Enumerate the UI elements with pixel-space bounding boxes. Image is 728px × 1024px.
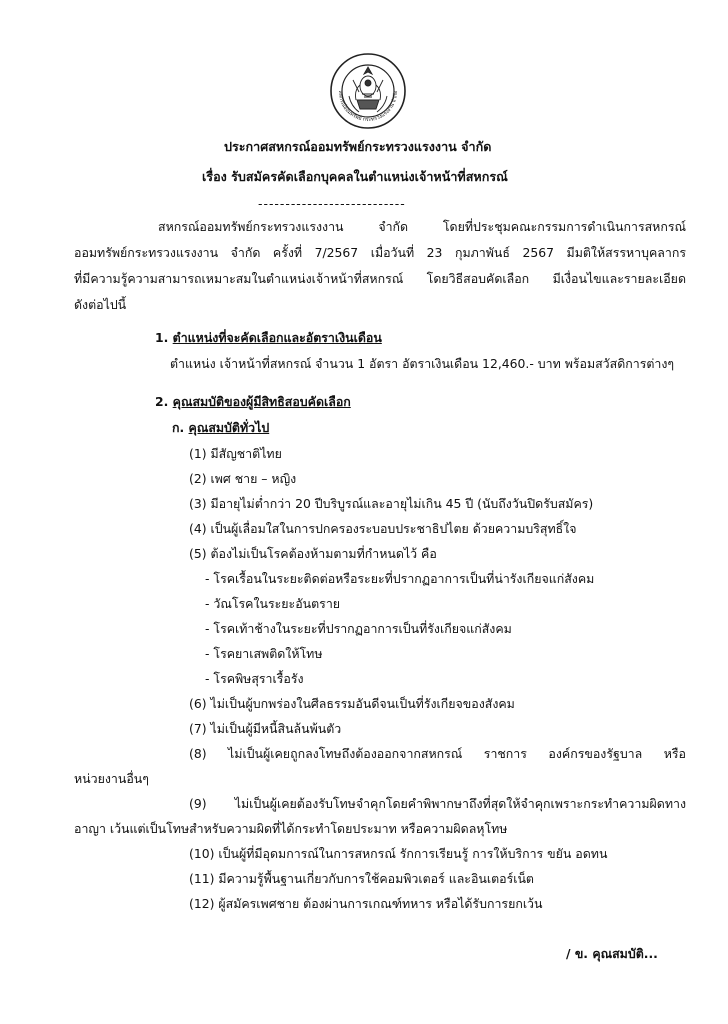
subsection-a-prefix: ก. bbox=[172, 420, 185, 435]
qualification-item-8-line-2: หน่วยงานอื่นๆ bbox=[74, 771, 149, 786]
section-1-body: ตำแหน่ง เจ้าหน้าที่สหกรณ์ จำนวน 1 อัตรา อัตราเงินเดือน 12,460.- บาท พร้อมสวัสดิการต่างๆ bbox=[170, 356, 675, 371]
title-divider: --------------------------- bbox=[258, 196, 406, 211]
prohibited-disease-5: - โรคพิษสุราเรื้อรัง bbox=[205, 671, 304, 686]
subsection-a-heading bbox=[172, 420, 269, 436]
qualification-item-2: (2) เพศ ชาย – หญิง bbox=[189, 471, 297, 486]
qualification-item-6: (6) ไม่เป็นผู้บกพร่องในศีลธรรมอันดีจนเป็นที่รังเกียจของสังคม bbox=[189, 696, 515, 711]
cooperative-seal-logo bbox=[329, 52, 407, 130]
announcement-title: ประกาศสหกรณ์ออมทรัพย์กระทรวงแรงงาน จำกัด bbox=[224, 139, 492, 154]
page-continuation-note: / ข. คุณสมบัติ... bbox=[566, 946, 658, 961]
qualification-item-1: (1) มีสัญชาติไทย bbox=[189, 446, 282, 461]
section-2-number: 2. bbox=[155, 394, 169, 409]
section-2-heading bbox=[155, 394, 351, 410]
intro-line-3: ที่มีความรู้ความสามารถเหมาะสมในตำแหน่งเจ้าหน้าที่สหกรณ์ โดยวิธีสอบคัดเลือก มีเงื่อนไขและรายละเอียด bbox=[74, 271, 686, 286]
section-1-number: 1. bbox=[155, 330, 169, 345]
qualification-item-9-line-1: (9) ไม่เป็นผู้เคยต้องรับโทษจำคุกโดยคำพิพากษาถึงที่สุดให้จำคุกเพราะกระทำความผิดทาง bbox=[189, 796, 686, 811]
seal-emblem-icon bbox=[329, 52, 407, 130]
intro-line-4: ดังต่อไปนี้ bbox=[74, 297, 127, 312]
section-1-heading bbox=[155, 330, 382, 346]
qualification-item-10: (10) เป็นผู้ที่มีอุดมการณ์ในการสหกรณ์ รักการเรียนรู้ การให้บริการ ขยัน อดทน bbox=[189, 846, 608, 861]
qualification-item-3: (3) มีอายุไม่ต่ำกว่า 20 ปีบริบูรณ์และอายุไม่เกิน 45 ปี (นับถึงวันปิดรับสมัคร) bbox=[189, 496, 594, 511]
prohibited-disease-1: - โรคเรื้อนในระยะติดต่อหรือระยะที่ปรากฏอาการเป็นที่น่ารังเกียจแก่สังคม bbox=[205, 571, 595, 586]
qualification-item-7: (7) ไม่เป็นผู้มีหนี้สินล้นพ้นตัว bbox=[189, 721, 342, 736]
section-1-title: ตำแหน่งที่จะคัดเลือกและอัตราเงินเดือน bbox=[172, 330, 382, 345]
intro-line-1: สหกรณ์ออมทรัพย์กระทรวงแรงงาน จำกัด โดยที่ประชุมคณะกรรมการดำเนินการสหกรณ์ bbox=[158, 219, 686, 234]
section-2-title: คุณสมบัติของผู้มีสิทธิสอบคัดเลือก bbox=[172, 394, 351, 409]
prohibited-disease-4: - โรคยาเสพติดให้โทษ bbox=[205, 646, 323, 661]
qualification-item-11: (11) มีความรู้พื้นฐานเกี่ยวกับการใช้คอมพิวเตอร์ และอินเตอร์เน็ต bbox=[189, 871, 534, 886]
prohibited-disease-2: - วัณโรคในระยะอันตราย bbox=[205, 596, 341, 611]
announcement-subject: เรื่อง รับสมัครคัดเลือกบุคคลในตำแหน่งเจ้าหน้าที่สหกรณ์ bbox=[202, 169, 508, 184]
qualification-item-8-line-1: (8) ไม่เป็นผู้เคยถูกลงโทษถึงต้องออกจากสหกรณ์ ราชการ องค์กรของรัฐบาล หรือ bbox=[189, 746, 686, 761]
subsection-a-title: คุณสมบัติทั่วไป bbox=[188, 420, 270, 435]
qualification-item-4: (4) เป็นผู้เลื่อมใสในการปกครองระบอบประชาธิปไตย ด้วยความบริสุทธิ์ใจ bbox=[189, 521, 577, 536]
seal-text: สหกรณ์ออมทรัพย์ กระทรวงแรงงาน จำกัด bbox=[336, 90, 400, 124]
qualification-item-5: (5) ต้องไม่เป็นโรคต้องห้ามตามที่กำหนดไว้ คือ bbox=[189, 546, 437, 561]
qualification-item-9-line-2: อาญา เว้นแต่เป็นโทษสำหรับความผิดที่ได้กระทำโดยประมาท หรือความผิดลหุโทษ bbox=[74, 821, 508, 836]
intro-line-2: ออมทรัพย์กระทรวงแรงงาน จำกัด ครั้งที่ 7/2567 เมื่อวันที่ 23 กุมภาพันธ์ 2567 มีมติให้สรรหาบุคลากร bbox=[74, 245, 686, 260]
prohibited-disease-3: - โรคเท้าช้างในระยะที่ปรากฏอาการเป็นที่รังเกียจแก่สังคม bbox=[205, 621, 512, 636]
qualification-item-12: (12) ผู้สมัครเพศชาย ต้องผ่านการเกณฑ์ทหาร หรือได้รับการยกเว้น bbox=[189, 896, 543, 911]
